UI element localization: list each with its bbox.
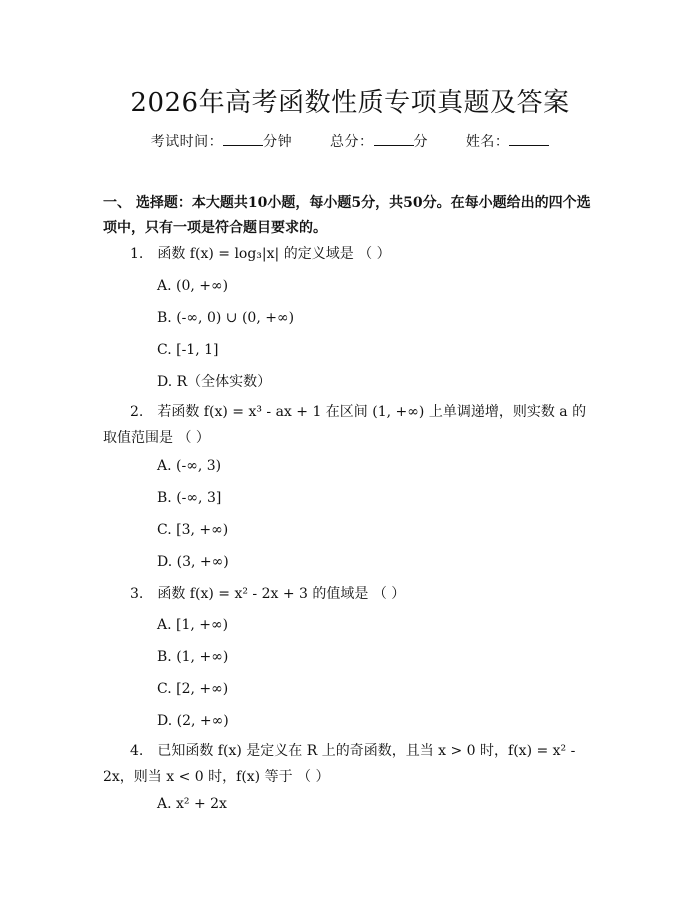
- question-1-option-a: A. (0, +∞): [157, 278, 229, 294]
- exam-time-blank: [223, 133, 263, 146]
- question-3-option-b: B. (1, +∞): [157, 649, 229, 665]
- question-2-option-d: D. (3, +∞): [157, 554, 229, 570]
- document-title: 2026年高考函数性质专项真题及答案: [130, 88, 570, 118]
- score-blank: [374, 133, 414, 146]
- question-4-option-a: A. x² + 2x: [157, 796, 227, 812]
- question-4-stem: 4. 已知函数 f(x) 是定义在 R 上的奇函数，且当 x > 0 时，f(x) = x² - 2x，则当 x < 0 时，f(x) 等于 （ ）: [103, 743, 576, 785]
- exam-time-label: 考试时间：: [150, 134, 224, 150]
- question-1-option-c: C. [-1, 1]: [157, 342, 219, 358]
- question-3-option-a: A. [1, +∞): [157, 617, 229, 633]
- score-label: 总分：: [330, 134, 374, 150]
- question-3-option-c: C. [2, +∞): [157, 681, 229, 697]
- question-2-option-b: B. (-∞, 3]: [157, 490, 222, 506]
- question-3-stem: 3. 函数 f(x) = x² - 2x + 3 的值域是 （ ）: [130, 586, 406, 602]
- question-2-option-a: A. (-∞, 3): [157, 458, 222, 474]
- question-2-option-c: C. [3, +∞): [157, 522, 229, 538]
- name-blank: [509, 133, 549, 146]
- score-unit: 分: [413, 134, 428, 150]
- exam-time-unit: 分钟: [263, 134, 293, 150]
- question-2-stem: 2. 若函数 f(x) = x³ - ax + 1 在区间 (1, +∞) 上单调递增，则实数 a 的取值范围是 （ ）: [103, 404, 587, 446]
- name-label: 姓名：: [465, 134, 510, 150]
- exam-info-line: [0, 131, 700, 151]
- question-3-option-d: D. (2, +∞): [157, 713, 229, 729]
- question-1-option-d: D. R（全体实数）: [157, 374, 272, 390]
- question-1-stem: 1. 函数 f(x) = log₃|x| 的定义域是 （ ）: [130, 246, 391, 262]
- section-heading: 一、 选择题：本大题共10小题，每小题5分，共50分。在每小题给出的四个选项中，只有一项是符合题目要求的。: [103, 195, 591, 236]
- question-1-option-b: B. (-∞, 0) ∪ (0, +∞): [157, 310, 295, 326]
